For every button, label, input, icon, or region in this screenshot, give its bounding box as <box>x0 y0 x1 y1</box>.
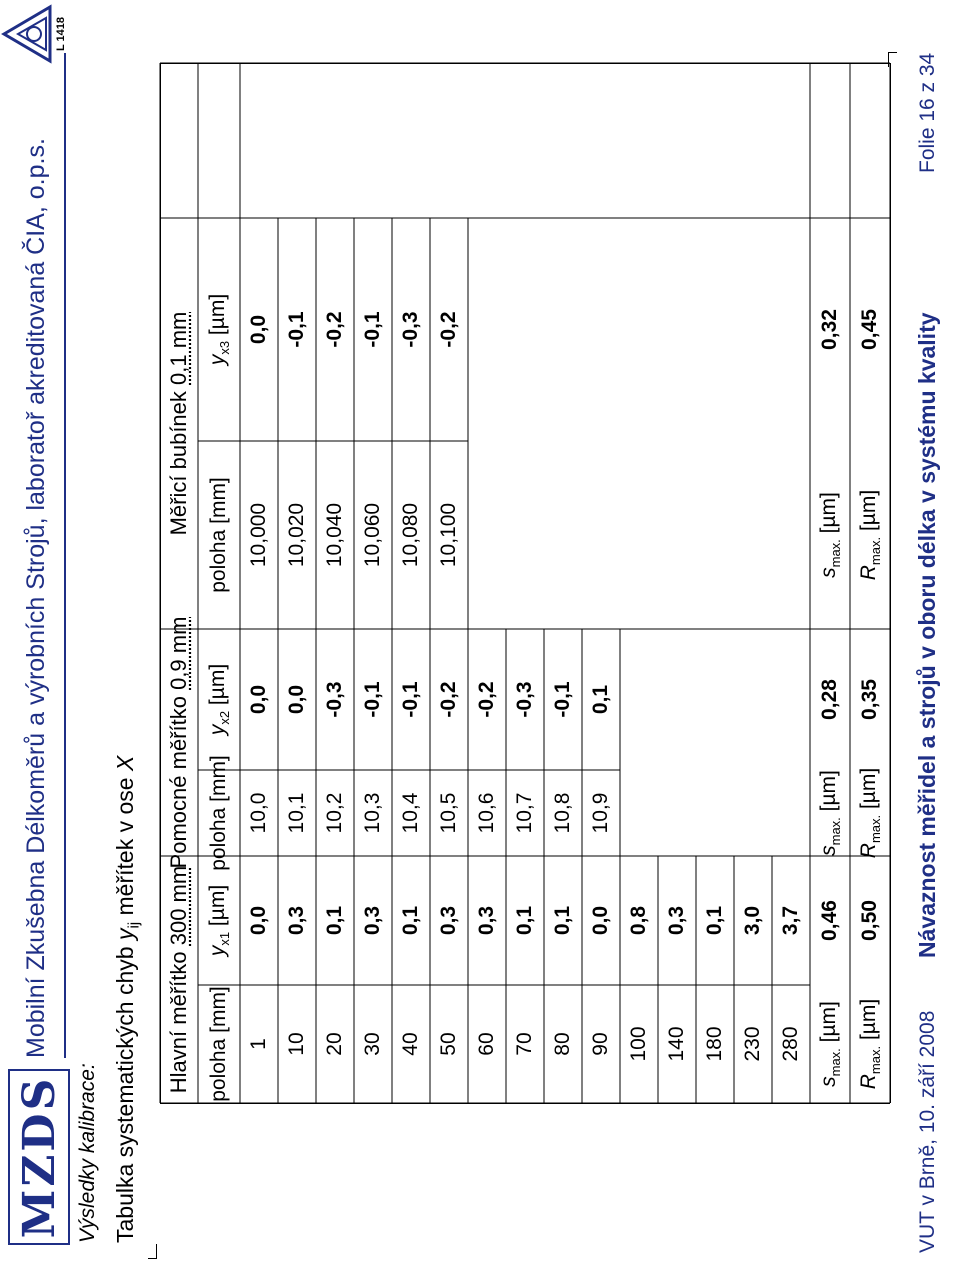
smax-label: $s_{max.}$ [µm] <box>816 1001 844 1087</box>
aux-scale-error-cell: -0,3 <box>513 681 536 718</box>
main-scale-position-cell: 230 <box>741 1026 764 1062</box>
column-header: $y_{x2}$ [µm] <box>205 663 233 736</box>
aux-scale-position-cell: 10,1 <box>285 792 308 834</box>
rmax-label: $R_{max.}$ [µm] <box>856 489 884 581</box>
drum-position-cell: 10,100 <box>437 502 460 568</box>
main-scale-position-cell: 50 <box>437 1032 460 1056</box>
drum-position-cell: 10,020 <box>285 502 308 568</box>
aux-scale-position-cell: 10,9 <box>589 792 612 834</box>
main-scale-error-cell: 0,3 <box>475 905 498 936</box>
main-scale-position-cell: 20 <box>323 1032 346 1056</box>
aux-scale-error-cell: 0,1 <box>589 684 612 715</box>
header-title: Mobilní Zkušebna Délkoměrů a výrobních Strojů, laboratoř akreditovaná ČIA, o.p.s. <box>22 138 50 1058</box>
aux-scale-error-cell: -0,2 <box>437 681 460 718</box>
drum-error-cell: 0,0 <box>247 314 270 345</box>
main-scale-position-cell: 180 <box>703 1026 726 1062</box>
rmax-label: $R_{max.}$ [µm] <box>856 998 884 1090</box>
main-scale-error-cell: 0,1 <box>323 905 346 936</box>
main-scale-error-cell: 0,3 <box>285 905 308 936</box>
main-scale-error-cell: 0,3 <box>665 905 688 936</box>
main-scale-error-cell: 0,1 <box>551 905 574 936</box>
main-scale-error-cell: 0,1 <box>399 905 422 936</box>
drum-position-cell: 10,080 <box>399 502 422 568</box>
aux-scale-error-cell: -0,1 <box>551 681 574 718</box>
aux-scale-position-cell: 10,8 <box>551 792 574 834</box>
drum-position-cell: 10,060 <box>361 502 384 568</box>
main-scale-position-cell: 80 <box>551 1032 574 1056</box>
aux-scale-error-cell: -0,3 <box>323 681 346 718</box>
main-scale-error-cell: 0,1 <box>513 905 536 936</box>
table-title-prefix: Tabulka systematických chyb <box>112 940 138 1243</box>
column-header: poloha [mm] <box>207 755 230 871</box>
footer-title: Návaznost měřidel a strojů v oboru délka v systému kvality <box>914 312 940 958</box>
drum-error-cell: -0,3 <box>399 311 422 348</box>
aux-scale-error-cell: -0,1 <box>361 681 384 718</box>
column-header: poloha [mm] <box>207 477 230 593</box>
footer-date: VUT v Brně, 10. září 2008 <box>916 1010 939 1253</box>
main-scale-position-cell: 70 <box>513 1032 536 1056</box>
aux-scale-position-cell: 10,2 <box>323 792 346 834</box>
main-scale-position-cell: 60 <box>475 1032 498 1056</box>
group-header: Hlavní měřítko 300 mm <box>166 865 191 1094</box>
main-scale-position-cell: 280 <box>779 1026 802 1062</box>
main-scale-position-cell: 90 <box>589 1032 612 1056</box>
section-title: Výsledky kalibrace: <box>76 1063 99 1243</box>
column-header: $y_{x1}$ [µm] <box>205 884 233 957</box>
aux-scale-position-cell: 10,0 <box>247 792 270 834</box>
smax-value: 0,28 <box>818 679 841 720</box>
rmax-value: 0,35 <box>858 679 881 720</box>
table-title-axis: X <box>112 755 138 772</box>
badge-text: L 1418 <box>55 16 67 52</box>
aux-scale-position-cell: 10,6 <box>475 792 498 834</box>
drum-position-cell: 10,040 <box>323 502 346 568</box>
main-scale-error-cell: 0,3 <box>361 905 384 936</box>
main-scale-position-cell: 1 <box>247 1038 270 1050</box>
main-scale-error-cell: 0,0 <box>247 905 270 936</box>
main-scale-position-cell: 40 <box>399 1032 422 1056</box>
aux-scale-error-cell: -0,1 <box>399 681 422 718</box>
aux-scale-position-cell: 10,3 <box>361 792 384 834</box>
aux-scale-error-cell: -0,2 <box>475 681 498 718</box>
rmax-label: $R_{max.}$ [µm] <box>856 767 884 859</box>
main-scale-error-cell: 0,8 <box>627 905 650 936</box>
logo-text: MZDS <box>13 1075 65 1239</box>
aux-scale-error-cell: 0,0 <box>247 684 270 715</box>
main-scale-position-cell: 100 <box>627 1026 650 1062</box>
aux-scale-position-cell: 10,7 <box>513 792 536 834</box>
footer-page: Folie 16 z 34 <box>916 52 939 173</box>
table-title-sub: ij <box>125 921 143 929</box>
main-scale-error-cell: 3,7 <box>779 905 802 936</box>
aux-scale-position-cell: 10,5 <box>437 792 460 834</box>
main-scale-error-cell: 0,0 <box>589 905 612 936</box>
smax-label: $s_{max.}$ [µm] <box>816 492 844 578</box>
rmax-value: 0,45 <box>858 309 881 350</box>
column-header: $y_{x3}$ [µm] <box>205 293 233 366</box>
main-scale-error-cell: 0,3 <box>437 905 460 936</box>
main-scale-error-cell: 0,1 <box>703 905 726 936</box>
aux-scale-error-cell: 0,0 <box>285 684 308 715</box>
smax-value: 0,32 <box>818 309 841 350</box>
group-header: Měřicí bubínek 0,1 mm <box>166 311 191 536</box>
drum-error-cell: -0,1 <box>285 311 308 348</box>
table-title-suffix: měřítek v ose <box>112 771 138 922</box>
drum-position-cell: 10,000 <box>247 502 270 568</box>
main-scale-position-cell: 140 <box>665 1026 688 1062</box>
smax-label: $s_{max.}$ [µm] <box>816 770 844 856</box>
drum-error-cell: -0,1 <box>361 311 384 348</box>
aux-scale-position-cell: 10,4 <box>399 792 422 834</box>
main-scale-position-cell: 30 <box>361 1032 384 1056</box>
main-scale-position-cell: 10 <box>285 1032 308 1056</box>
smax-value: 0,46 <box>818 900 841 941</box>
group-header: Pomocné měřítko 0,9 mm <box>166 616 191 869</box>
drum-error-cell: -0,2 <box>437 311 460 348</box>
drum-error-cell: -0,2 <box>323 311 346 348</box>
main-scale-error-cell: 3,0 <box>741 905 764 936</box>
table-title-var: y <box>112 928 138 941</box>
column-header: poloha [mm] <box>207 986 230 1102</box>
rmax-value: 0,50 <box>858 900 881 941</box>
